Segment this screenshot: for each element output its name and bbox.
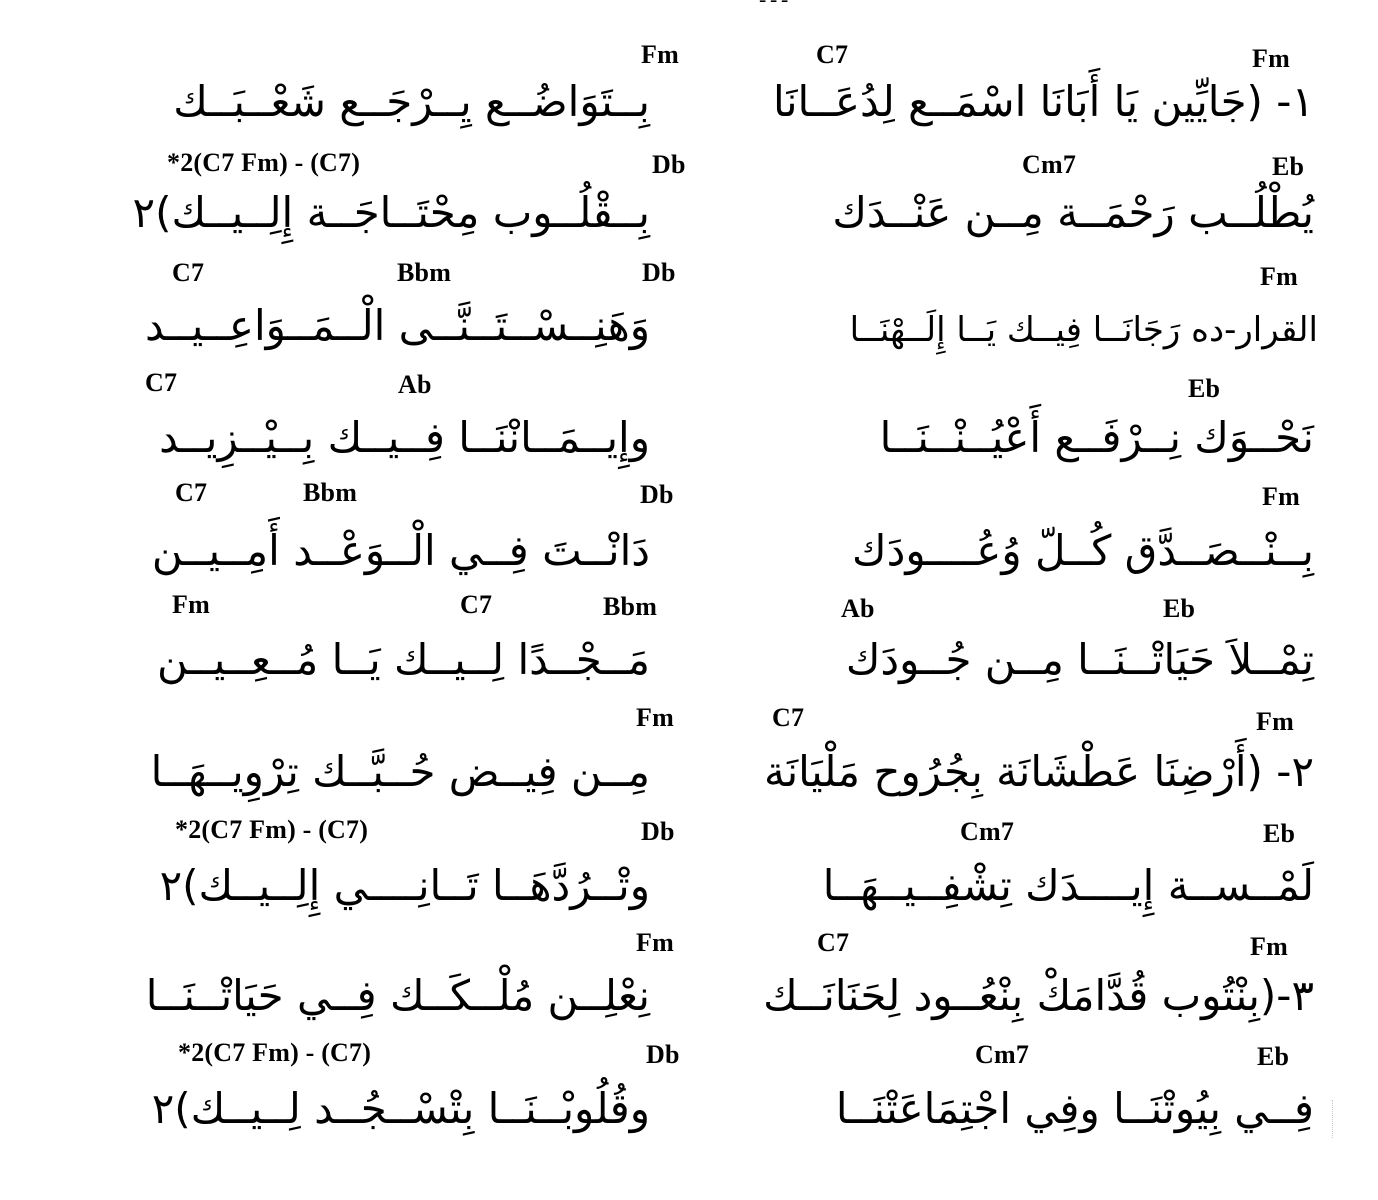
chord-label: *2(C7 Fm) - (C7) <box>175 815 369 844</box>
lyric-line-right: يُطْلُــب رَحْمَــة مِــن عَنْــدَك <box>832 188 1314 237</box>
chord-label: Db <box>646 1040 680 1069</box>
lyric-line-left: وَهَنِــسْــتَــنَّــى الْــمَــوَاعِــيــد <box>144 301 650 350</box>
lyric-line-left: بِــقْلُــوب مِحْتَــاجَــة إِلِــيــك)٢ <box>132 188 650 237</box>
chord-label: Fm <box>1262 482 1300 511</box>
chord-label: *2(C7 Fm) - (C7) <box>167 148 361 177</box>
chord-label: Cm7 <box>975 1040 1030 1069</box>
chord-label: C7 <box>172 258 205 287</box>
chord-label: Bbm <box>303 478 358 507</box>
lyric-line-left: نِعْلِــن مُلْــكَــك فِــي حَيَاتْــنَــا <box>145 971 650 1020</box>
chord-label: Eb <box>1188 374 1221 403</box>
chord-label: Fm <box>636 928 674 957</box>
chord-label: Db <box>640 480 674 509</box>
chord-label: C7 <box>175 478 208 507</box>
lyric-line-left: دَانْــتَ فِــي الْــوَعْــد أَمِــيــن <box>151 526 650 575</box>
lyric-line-left: وتْــرُدَّهَــا تَــانِــــي إِلِــيــك)٢ <box>159 861 650 910</box>
chord-label: *2(C7 Fm) - (C7) <box>178 1038 372 1067</box>
chord-label: C7 <box>145 368 178 397</box>
chord-label: Cm7 <box>1022 150 1077 179</box>
chord-label: Db <box>652 150 686 179</box>
chord-label: C7 <box>772 703 805 732</box>
chord-label: Eb <box>1263 819 1296 848</box>
chord-label: Fm <box>172 590 210 619</box>
chord-label: Eb <box>1272 152 1305 181</box>
chord-label: Ab <box>398 370 432 399</box>
lyric-line-right: لَمْــســة إِيــــدَك تِشْفِــيــهَــا <box>822 861 1314 910</box>
lyric-line-right: بِــنْــصَــدَّق كُــلّ وُعُــــودَك <box>852 526 1314 575</box>
chord-label: C7 <box>460 590 493 619</box>
chord-label: Fm <box>636 703 674 732</box>
lyric-line-left: وقُلُوبْــنَــا بِتْسْــجُــد لِــيــك)٢ <box>151 1084 650 1133</box>
lyric-line-left: مَــجْــدًا لِــيــك يَــا مُــعِــيــن <box>156 635 650 684</box>
chord-label: Db <box>641 817 675 846</box>
lyric-line-right: ٣-(بِنْتُوب قُدَّامَكْ بِنْعُــود لِحَنَانَــك <box>763 971 1314 1020</box>
lyric-line-right: ٢- (أَرْضِنَا عَطْشَانَة بِجُرُوح مَلْيَانَة <box>763 747 1314 796</box>
chord-label: Cm7 <box>960 817 1015 846</box>
chord-label: Fm <box>1260 262 1298 291</box>
chord-label: Db <box>642 258 676 287</box>
lyric-line-left: مِــن فِيــض حُــبَّــك تِرْوِيــهَــا <box>150 747 650 796</box>
lyric-line-right: القرار-ده رَجَانَــا فِيــك يَــا إِلَــهْنَــا <box>849 310 1318 350</box>
lyric-line-right: ١- (جَايِّين يَا أَبَانَا اسْمَــع لِدُعَــانَا <box>773 77 1314 126</box>
chord-label: Fm <box>1256 707 1294 736</box>
lyric-line-left: بِــتَوَاضُــع يِــرْجَــع شَعْــبَــك <box>173 77 650 126</box>
chord-label: Eb <box>1257 1042 1290 1071</box>
chord-label: Fm <box>641 40 679 69</box>
cropped-top-text <box>760 0 840 6</box>
lyric-line-right: فِــي بِيُوتْنَــا وفِي اجْتِمَاعَتْنَــا <box>835 1084 1314 1133</box>
chord-label: Eb <box>1163 594 1196 623</box>
lyric-line-right: نَحْــوَك نِــرْفَــع أَعْيُــنْــنَــا <box>879 413 1314 462</box>
chord-label: Bbm <box>397 258 452 287</box>
chord-label: C7 <box>816 40 849 69</box>
chord-label: C7 <box>817 928 850 957</box>
lyric-line-right: تِمْــلاَ حَيَاتْــنَــا مِــن جُــودَك <box>845 635 1314 684</box>
chord-label: Fm <box>1250 932 1288 961</box>
chord-label: Ab <box>841 594 875 623</box>
chord-label: Fm <box>1252 44 1290 73</box>
chord-label: Bbm <box>603 592 658 621</box>
lyric-line-left: وإِيــمَــانْنَــا فِــيــك بِــيْــزِيــد <box>159 413 650 462</box>
scan-artifact-line <box>1332 1100 1341 1138</box>
